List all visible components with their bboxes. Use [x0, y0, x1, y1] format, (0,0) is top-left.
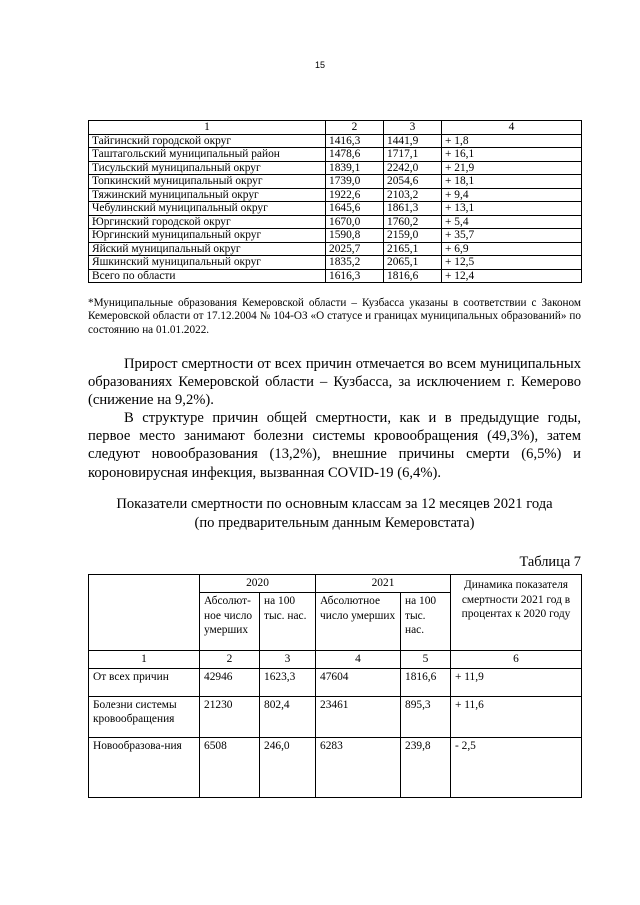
value-2021: 2054,6 [384, 175, 442, 189]
value-2020: 1835,2 [326, 256, 384, 270]
mortality-by-class-table [88, 574, 582, 798]
table-row [89, 256, 582, 270]
year-header-2021: 2021 [316, 575, 451, 593]
table-row [89, 696, 582, 737]
column-number: 5 [401, 650, 451, 668]
value-2021: 1717,1 [384, 148, 442, 162]
dynamics-value: + 11,6 [451, 696, 582, 737]
table-row [89, 668, 582, 696]
dynamics-value: - 2,5 [451, 737, 582, 797]
value-2021: 1816,6 [384, 269, 442, 283]
table-header-row [89, 575, 582, 593]
cause-name: Новообразова-ния [89, 737, 200, 797]
per-100k-header: на 100 тыс. нас. [401, 592, 451, 650]
value-2020: 1839,1 [326, 161, 384, 175]
value-2020: 1922,6 [326, 188, 384, 202]
table-row [89, 202, 582, 216]
municipality-name: Тисульский муниципальный округ [89, 161, 326, 175]
value-2020: 1416,3 [326, 134, 384, 148]
change-value: + 6,9 [442, 242, 582, 256]
table-total-row [89, 269, 582, 283]
municipality-name: Яйский муниципальный округ [89, 242, 326, 256]
empty-header-cell [89, 575, 200, 651]
abs-count-2020: 6508 [200, 737, 260, 797]
value-2020: 1616,3 [326, 269, 384, 283]
value-2020: 1478,6 [326, 148, 384, 162]
municipality-name: Таштагольский муниципальный район [89, 148, 326, 162]
cause-name: Болезни системы кровообращения [89, 696, 200, 737]
dynamics-value: + 11,9 [451, 668, 582, 696]
table-row [89, 188, 582, 202]
column-number: 4 [442, 121, 582, 135]
value-2020: 1739,0 [326, 175, 384, 189]
value-2021: 2159,0 [384, 229, 442, 243]
municipality-name: Топкинский муниципальный округ [89, 175, 326, 189]
value-2020: 1590,8 [326, 229, 384, 243]
rate-2020: 802,4 [260, 696, 316, 737]
table-row [89, 229, 582, 243]
paragraph-mortality-structure: В структуре причин общей смертности, как и в предыдущие годы, первое место занимают болезни системы кровообращения (49,3%), затем следуют новообразования (13,2%), внешние причины смерти (6,5%) и короновирусная инфекция, вызванная COVID-19 (6,4%). [88, 410, 581, 481]
total-label: Всего по области [89, 269, 326, 283]
value-2021: 2065,1 [384, 256, 442, 270]
table-label: Таблица 7 [519, 554, 581, 570]
abs-count-2020: 42946 [200, 668, 260, 696]
municipality-name: Чебулинский муниципальный округ [89, 202, 326, 216]
column-number: 6 [451, 650, 582, 668]
change-value: + 16,1 [442, 148, 582, 162]
change-value: + 18,1 [442, 175, 582, 189]
column-number: 3 [260, 650, 316, 668]
abs-count-header: Абсолютное число умерших [316, 592, 401, 650]
change-value: + 21,9 [442, 161, 582, 175]
footnote: *Муниципальные образования Кемеровской области – Кузбасса указаны в соответствии с Законом Кемеровской области от 17.12.2004 № 104-ОЗ «О статусе и границах муниципальных образований» по состоянию на 01.01.2022. [88, 297, 581, 336]
change-value: + 35,7 [442, 229, 582, 243]
change-value: + 9,4 [442, 188, 582, 202]
table-row [89, 242, 582, 256]
change-value: + 1,8 [442, 134, 582, 148]
column-number: 2 [326, 121, 384, 135]
per-100k-header: на 100 тыс. нас. [260, 592, 316, 650]
column-number-row [89, 650, 582, 668]
value-2021: 1441,9 [384, 134, 442, 148]
change-value: + 13,1 [442, 202, 582, 216]
value-2020: 1645,6 [326, 202, 384, 216]
rate-2020: 246,0 [260, 737, 316, 797]
value-2020: 2025,7 [326, 242, 384, 256]
paragraph-mortality-growth: Прирост смертности от всех причин отмечается во всем муниципальных образованиях Кемеровской области – Кузбасса, за исключением г. Кемерово (снижение на 9,2%). [88, 356, 581, 409]
rate-2021: 895,3 [401, 696, 451, 737]
value-2021: 2103,2 [384, 188, 442, 202]
abs-count-2021: 6283 [316, 737, 401, 797]
abs-count-header: Абсолют-ное число умерших [200, 592, 260, 650]
table-row [89, 161, 582, 175]
value-2021: 2165,1 [384, 242, 442, 256]
abs-count-2021: 47604 [316, 668, 401, 696]
column-number: 1 [89, 121, 326, 135]
change-value: + 12,4 [442, 269, 582, 283]
section-title-subline: (по предварительным данным Кемеровстата) [194, 514, 475, 531]
column-number: 1 [89, 650, 200, 668]
value-2021: 1861,3 [384, 202, 442, 216]
change-value: + 12,5 [442, 256, 582, 270]
section-title [88, 495, 581, 532]
municipality-name: Юргинский городской округ [89, 215, 326, 229]
rate-2020: 1623,3 [260, 668, 316, 696]
rate-2021: 239,8 [401, 737, 451, 797]
change-value: + 5,4 [442, 215, 582, 229]
abs-count-2021: 23461 [316, 696, 401, 737]
table-row [89, 175, 582, 189]
column-number: 4 [316, 650, 401, 668]
table-row [89, 148, 582, 162]
table-header-row [89, 121, 582, 135]
municipality-name: Тяжинский муниципальный округ [89, 188, 326, 202]
value-2021: 1760,2 [384, 215, 442, 229]
rate-2021: 1816,6 [401, 668, 451, 696]
table-row [89, 134, 582, 148]
municipality-name: Яшкинский муниципальный округ [89, 256, 326, 270]
municipal-mortality-table [88, 120, 582, 283]
page-number: 15 [314, 60, 325, 70]
cause-name: От всех причин [89, 668, 200, 696]
column-number: 2 [200, 650, 260, 668]
column-number: 3 [384, 121, 442, 135]
year-header-2020: 2020 [200, 575, 316, 593]
abs-count-2020: 21230 [200, 696, 260, 737]
section-title-line: Показатели смертности по основным классам за 12 месяцев 2021 года [116, 496, 553, 512]
table-row [89, 737, 582, 797]
table-row [89, 215, 582, 229]
value-2020: 1670,0 [326, 215, 384, 229]
value-2021: 2242,0 [384, 161, 442, 175]
municipality-name: Тайгинский городской округ [89, 134, 326, 148]
dynamics-header: Динамика показателя смертности 2021 год в процентах к 2020 году [451, 575, 582, 651]
municipality-name: Юргинский муниципальный округ [89, 229, 326, 243]
